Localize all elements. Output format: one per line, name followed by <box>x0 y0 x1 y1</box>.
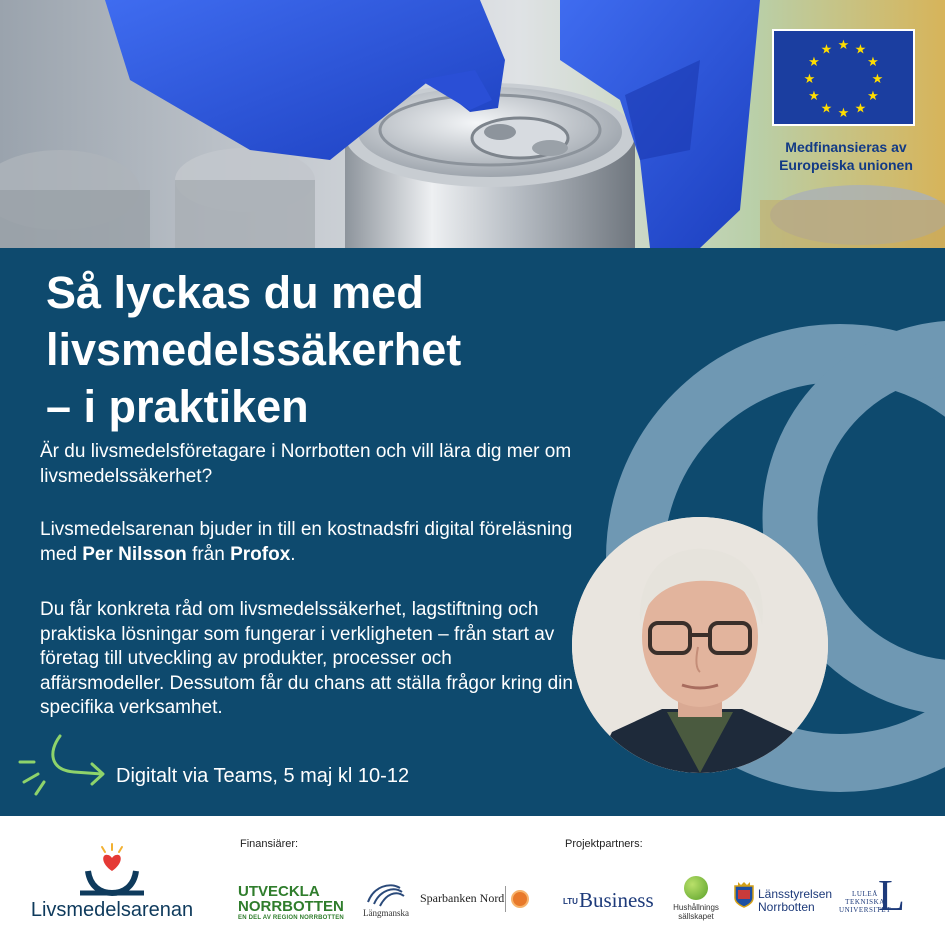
svg-text:★: ★ <box>854 42 867 58</box>
hushall-line2: sällskapet <box>678 912 714 921</box>
speaker-name: Per Nilsson <box>82 543 187 565</box>
svg-text:★: ★ <box>808 89 820 104</box>
ltu-line2: TEKNISKA <box>845 898 885 906</box>
finansiarer-label: Finansiärer: <box>240 838 299 850</box>
eu-caption <box>760 138 932 174</box>
langmanska-name: Längmanska <box>363 908 409 918</box>
partners-label: Projektpartners: <box>565 838 643 850</box>
svg-text:★: ★ <box>867 89 879 104</box>
svg-text:★: ★ <box>808 55 820 70</box>
svg-text:★: ★ <box>837 106 850 121</box>
crest-icon <box>734 882 754 908</box>
invite-text <box>40 518 580 567</box>
lst-line1: Länsstyrelsen <box>758 887 833 901</box>
arrow-icon <box>16 734 116 796</box>
ltu-business-prefix: LTU <box>563 897 578 906</box>
svg-text:★: ★ <box>867 55 879 70</box>
heart-icon <box>22 841 202 901</box>
langmanska-mark <box>360 876 412 908</box>
invite-middle: från <box>186 543 231 565</box>
ltu-line3: UNIVERSITET <box>838 906 892 914</box>
details-text: Du får konkreta råd om livsmedelssäkerhet, lagstiftning och praktiska lösningar som fungerar i verkligheten – från start av företag till utveckling av produkter, processer och affärsmodeller. Dessutom får du chans att ställa frågor kring din specifika verksamhet. <box>40 599 573 718</box>
sparbanken-name: Sparbanken Nord <box>420 891 505 905</box>
company-name: Profox <box>230 543 291 565</box>
utveckla-line1: UTVECKLA <box>238 883 320 900</box>
hushallningssallskapet-logo <box>672 876 720 926</box>
hero-photo <box>0 0 945 248</box>
event-info: Digitalt via Teams, 5 maj kl 10-12 <box>116 765 410 787</box>
langmanska-logo <box>360 876 412 922</box>
ltu-logo <box>830 871 910 926</box>
eu-caption-line1: Medfinansieras av <box>785 139 907 155</box>
svg-text:★: ★ <box>820 101 833 117</box>
title-line-3: – i praktiken <box>46 381 309 432</box>
svg-text:★: ★ <box>837 38 850 53</box>
ltu-business-logo <box>563 888 654 913</box>
svg-text:★: ★ <box>803 72 816 87</box>
ltu-business-name: Business <box>578 888 654 912</box>
svg-text:★: ★ <box>820 42 833 58</box>
speaker-portrait <box>572 517 828 773</box>
footer <box>0 816 945 945</box>
lansstyrelsen-name <box>758 888 832 914</box>
utveckla-line2: NORRBOTTEN <box>238 898 344 915</box>
utveckla-norrbotten-logo <box>238 884 344 922</box>
intro-text: Är du livsmedelsföretagare i Norrbotten och vill lära dig mer om livsmedelssäkerhet? <box>40 441 572 487</box>
info-panel <box>0 248 945 816</box>
title-line-2: livsmedelssäkerhet <box>46 324 462 375</box>
invite-after: . <box>290 543 296 565</box>
sparbanken-divider <box>505 886 506 912</box>
page-title <box>46 264 606 435</box>
hushall-line1: Hushållnings <box>673 903 719 912</box>
hushall-ball-icon <box>684 876 708 900</box>
utveckla-sub: EN DEL AV REGION NORRBOTTEN <box>238 915 344 921</box>
lst-line2: Norrbotten <box>758 900 815 914</box>
livsmedelsarenan-name: Livsmedelsarenan <box>30 899 194 921</box>
ltu-l-mark: L <box>878 871 905 920</box>
svg-text:★: ★ <box>871 72 884 87</box>
invite-before: Livsmedelsarenan bjuder in till en kostnadsfri digital föreläsning med <box>40 519 573 565</box>
eu-stars <box>774 31 913 124</box>
ltu-name <box>830 890 900 914</box>
sun-icon <box>511 890 529 908</box>
livsmedelsarenan-logo <box>22 841 202 936</box>
ltu-line1: LULEÅ <box>852 890 878 898</box>
eu-flag-icon <box>772 29 915 126</box>
speaker-photo <box>572 517 828 773</box>
eu-caption-line2: Europeiska unionen <box>779 157 913 173</box>
svg-text:★: ★ <box>854 101 867 117</box>
title-line-1: Så lyckas du med <box>46 267 424 318</box>
hushall-name <box>672 903 720 921</box>
